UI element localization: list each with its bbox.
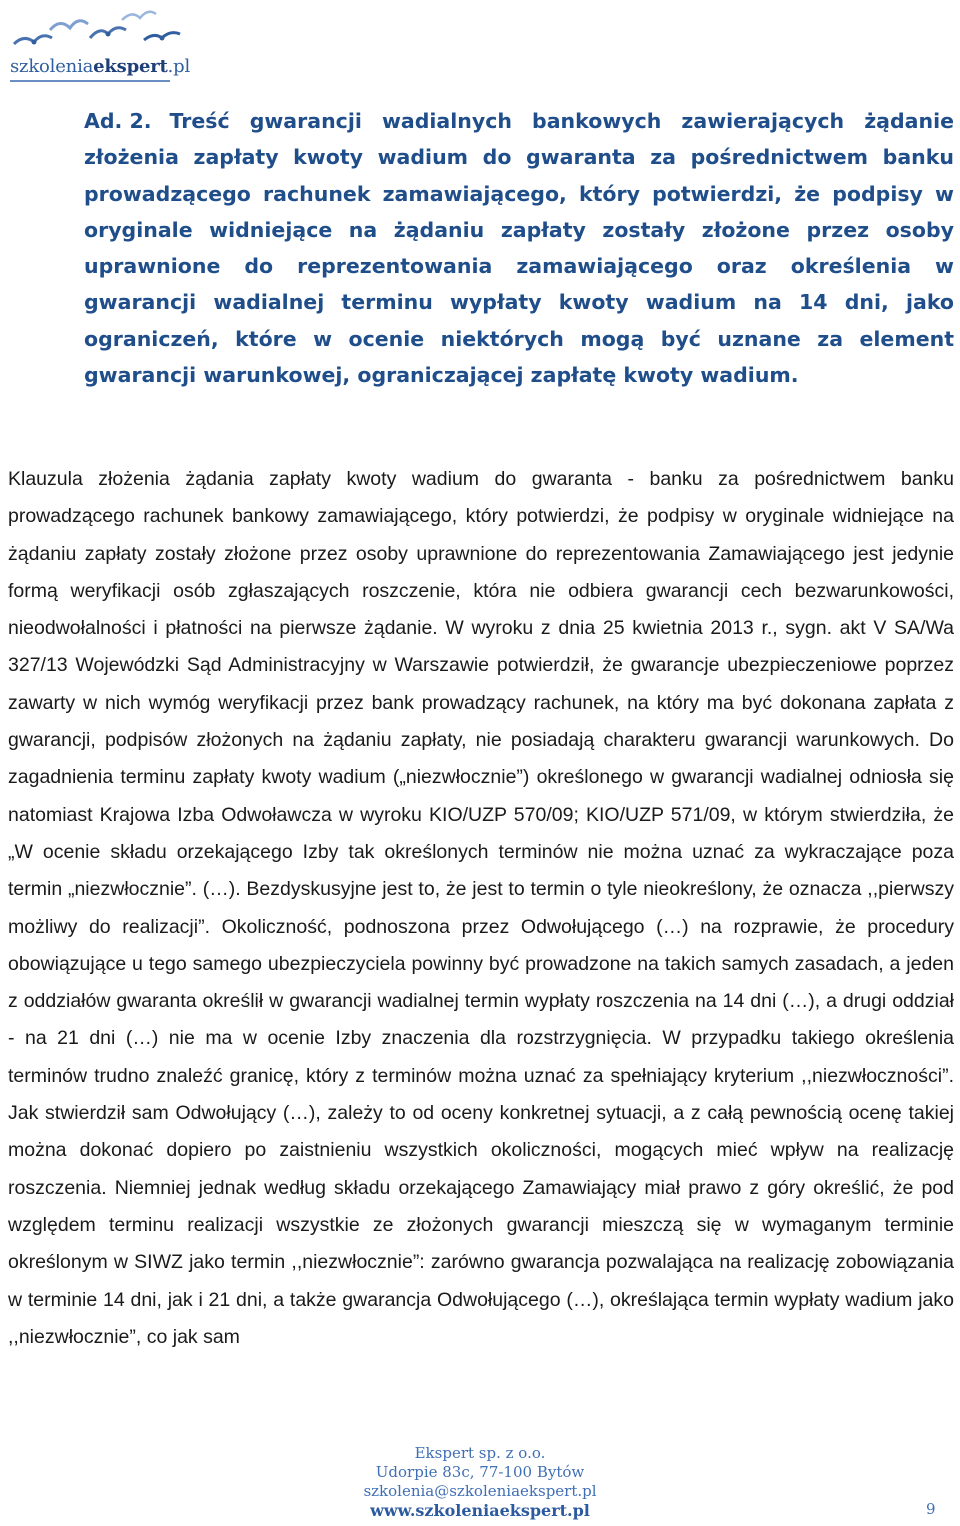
footer-company: Ekspert sp. z o.o. <box>414 1444 546 1462</box>
footer-address: Udorpie 83c, 77-100 Bytów <box>375 1463 585 1481</box>
company-logo[interactable] <box>4 4 194 82</box>
page-number: 9 <box>926 1500 936 1518</box>
heading-label: Ad. 2. <box>84 109 152 133</box>
logo-text-prefix: szkolenia <box>10 56 94 77</box>
logo-text-suffix: .pl <box>167 56 191 77</box>
logo-wordmark <box>10 56 190 77</box>
heading-text: Treść gwarancji wadialnych bankowych zawierających żądanie złożenia zapłaty kwoty wadium do gwaranta za pośrednictwem banku prowadzącego rachunek zamawiającego, który potwierdzi, że podpisy w oryginale widniejące na żądaniu zapłaty zostały złożone przez osoby uprawnione do reprezentowania zamawiającego oraz określenia w gwarancji wadialnej terminu wypłaty kwoty wadium na 14 dni, jako ograniczeń, które w ocenie niektórych mogą być uznane za element gwarancji warunkowej, ograniczającej zapłatę kwoty wadium. <box>84 109 954 388</box>
logo-underline <box>10 80 170 82</box>
logo-text-bold: ekspert <box>93 56 168 77</box>
section-heading <box>84 103 954 393</box>
footer-website-link[interactable]: www.szkoleniaekspert.pl <box>370 1501 590 1520</box>
footer-email-link[interactable]: szkolenia@szkoleniaekspert.pl <box>363 1482 597 1500</box>
birds-logo-icon <box>4 4 194 58</box>
page-footer <box>0 1444 960 1520</box>
body-paragraph: Klauzula złożenia żądania zapłaty kwoty wadium do gwaranta - banku za pośrednictwem banku prowadzącego rachunek bankowy zamawiającego, który potwierdzi, że podpisy w oryginale widniejące na żądaniu zapłaty zostały złożone przez osoby uprawnione do reprezentowania Zamawiającego jest jedynie formą weryfikacji osób zgłaszających roszczenie, która nie odbiera gwarancji cech bezwarunkowości, nieodwołalności i płatności na pierwsze żądanie. W wyroku z dnia 25 kwietnia 2013 r., sygn. akt V SA/Wa 327/13 Wojewódzki Sąd Administracyjny w Warszawie potwierdził, że gwarancje ubezpieczeniowe poprzez zawarty w nich wymóg weryfikacji przez bank prowadzący rachunek, na który ma być dokonana zapłata z gwarancji, podpisów złożonych na żądaniu zapłaty, nie posiadają charakteru gwarancji warunkowych. Do zagadnienia terminu zapłaty kwoty wadium („niezwłocznie”) określonego w gwarancji wadialnej odniosła się natomiast Krajowa Izba Odwoławcza w wyroku KIO/UZP 570/09; KIO/UZP 571/09, w którym stwierdziła, że „W ocenie składu orzekającego Izby tak określonych terminów nie można uznać za wykraczające poza termin „niezwłocznie”. (…). Bezdyskusyjne jest to, że jest to termin o tyle nieokreślony, że oznacza ,,pierwszy możliwy do realizacji”. Okoliczność, podnoszona przez Odwołującego (…) na rozprawie, że procedury obowiązujące u tego samego ubezpieczyciela powinny być prowadzone na takich samych zasadach, a jeden z oddziałów gwaranta określił w gwarancji wadialnej termin wypłaty roszczenia na 14 dni (…), a drugi oddział - na 21 dni (…) nie ma w ocenie Izby znaczenia dla rozstrzygnięcia. W przypadku takiego określenia terminów trudno znaleźć granicę, który z terminów można uznać za spełniający kryterium ,,niezwłoczności”. Jak stwierdził sam Odwołujący (…), zależy to od oceny konkretnej sytuacji, a z całą pewnością ocenę takiej można dokonać dopiero po zaistnieniu wszystkich okoliczności, mogących mieć wpływ na realizację roszczenia. Niemniej jednak według składu orzekającego Zamawiający miał prawo z góry określić, że pod względem terminu realizacji wszystkie ze złożonych gwarancji mieszczą się w wymaganym terminie określonym w SIWZ jako termin ,,niezwłocznie”: zarówno gwarancja pozwalająca na realizację zobowiązania w terminie 14 dni, jak i 21 dni, a także gwarancja Odwołującego (…), określająca termin wypłaty wadium jako ,,niezwłocznie”, co jak sam <box>8 468 954 1348</box>
